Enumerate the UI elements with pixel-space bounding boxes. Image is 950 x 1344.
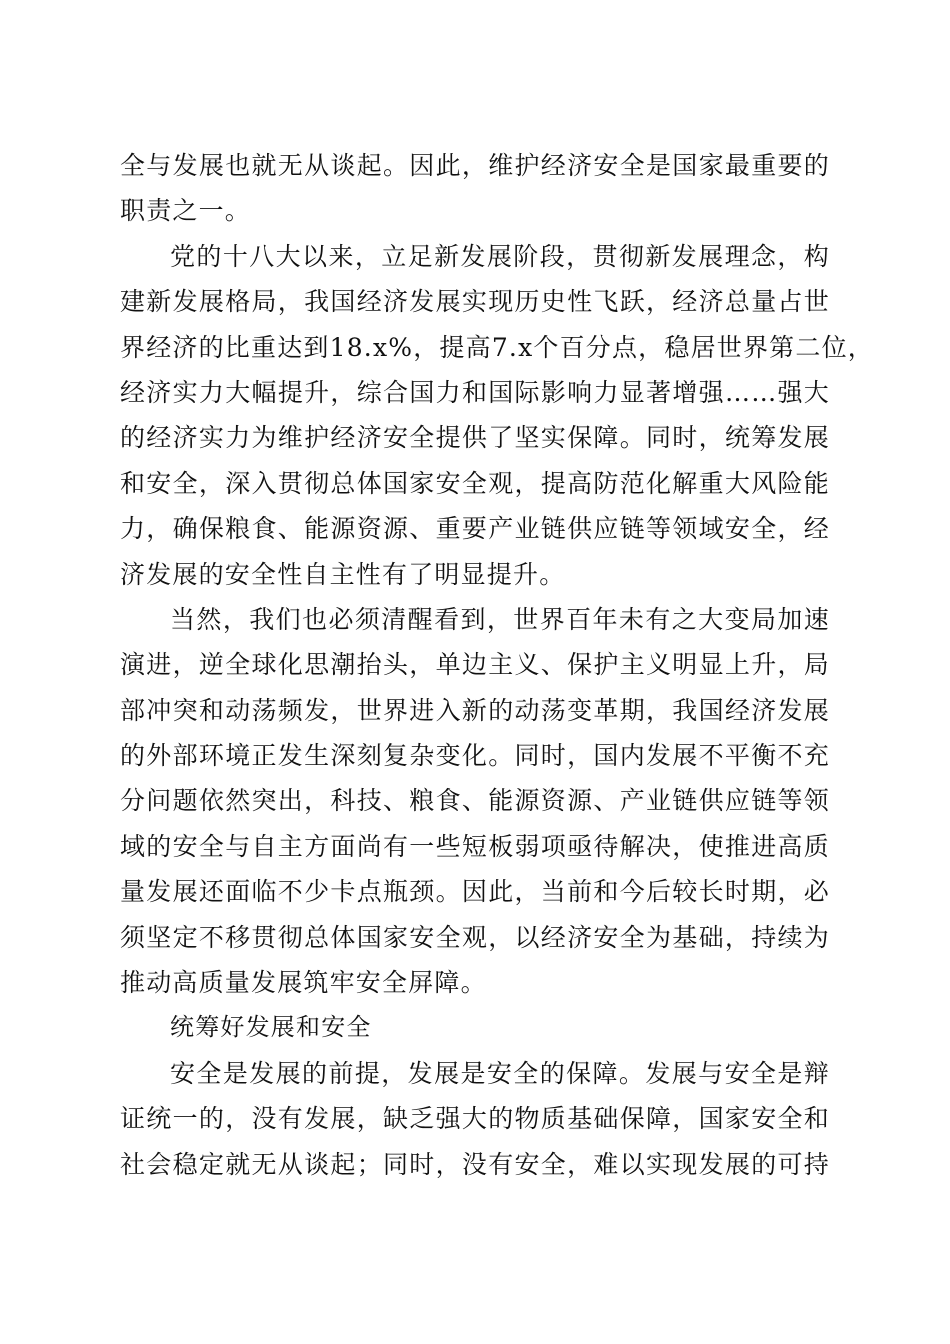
text-line: 党的十八大以来，立足新发展阶段，贯彻新发展理念，构 bbox=[170, 241, 830, 271]
text-line: 的经济实力为维护经济安全提供了坚实保障。同时，统筹发展 bbox=[120, 423, 830, 453]
document-body bbox=[120, 143, 874, 1187]
text-line: 量发展还面临不少卡点瓶颈。因此，当前和今后较长时期，必 bbox=[120, 877, 830, 907]
text-line: 全与发展也就无从谈起。因此，维护经济安全是国家最重要的 bbox=[120, 151, 830, 180]
text-line: 界经济的比重达到18.x%，提高7.x个百分点，稳居世界第二位， bbox=[120, 332, 874, 362]
text-line: 分问题依然突出，科技、粮食、能源资源、产业链供应链等领 bbox=[120, 786, 830, 816]
text-line: 建新发展格局，我国经济发展实现历史性飞跃，经济总量占世 bbox=[120, 287, 830, 317]
text-line: 安全是发展的前提，发展是安全的保障。发展与安全是辩 bbox=[170, 1058, 830, 1088]
text-line: 演进，逆全球化思潮抬头，单边主义、保护主义明显上升，局 bbox=[120, 650, 830, 680]
text-line: 社会稳定就无从谈起；同时，没有安全，难以实现发展的可持 bbox=[120, 1149, 830, 1179]
text-line: 和安全，深入贯彻总体国家安全观，提高防范化解重大风险能 bbox=[120, 468, 830, 498]
text-line: 济发展的安全性自主性有了明显提升。 bbox=[120, 559, 566, 589]
text-line: 职责之一。 bbox=[120, 196, 252, 226]
text-line: 的外部环境正发生深刻复杂变化。同时，国内发展不平衡不充 bbox=[120, 741, 830, 771]
text-line: 域的安全与自主方面尚有一些短板弱项亟待解决，使推进高质 bbox=[120, 831, 830, 861]
text-line: 当然，我们也必须清醒看到，世界百年未有之大变局加速 bbox=[170, 604, 830, 634]
text-line: 经济实力大幅提升，综合国力和国际影响力显著增强……强大 bbox=[120, 377, 830, 407]
text-line: 力，确保粮食、能源资源、重要产业链供应链等领域安全，经 bbox=[120, 514, 830, 544]
text-line: 部冲突和动荡频发，世界进入新的动荡变革期，我国经济发展 bbox=[120, 695, 830, 725]
text-line: 证统一的，没有发展，缺乏强大的物质基础保障，国家安全和 bbox=[120, 1104, 830, 1134]
text-line: 须坚定不移贯彻总体国家安全观，以经济安全为基础，持续为 bbox=[120, 922, 830, 952]
section-heading: 统筹好发展和安全 bbox=[170, 1013, 372, 1042]
text-line: 推动高质量发展筑牢安全屏障。 bbox=[120, 968, 487, 998]
